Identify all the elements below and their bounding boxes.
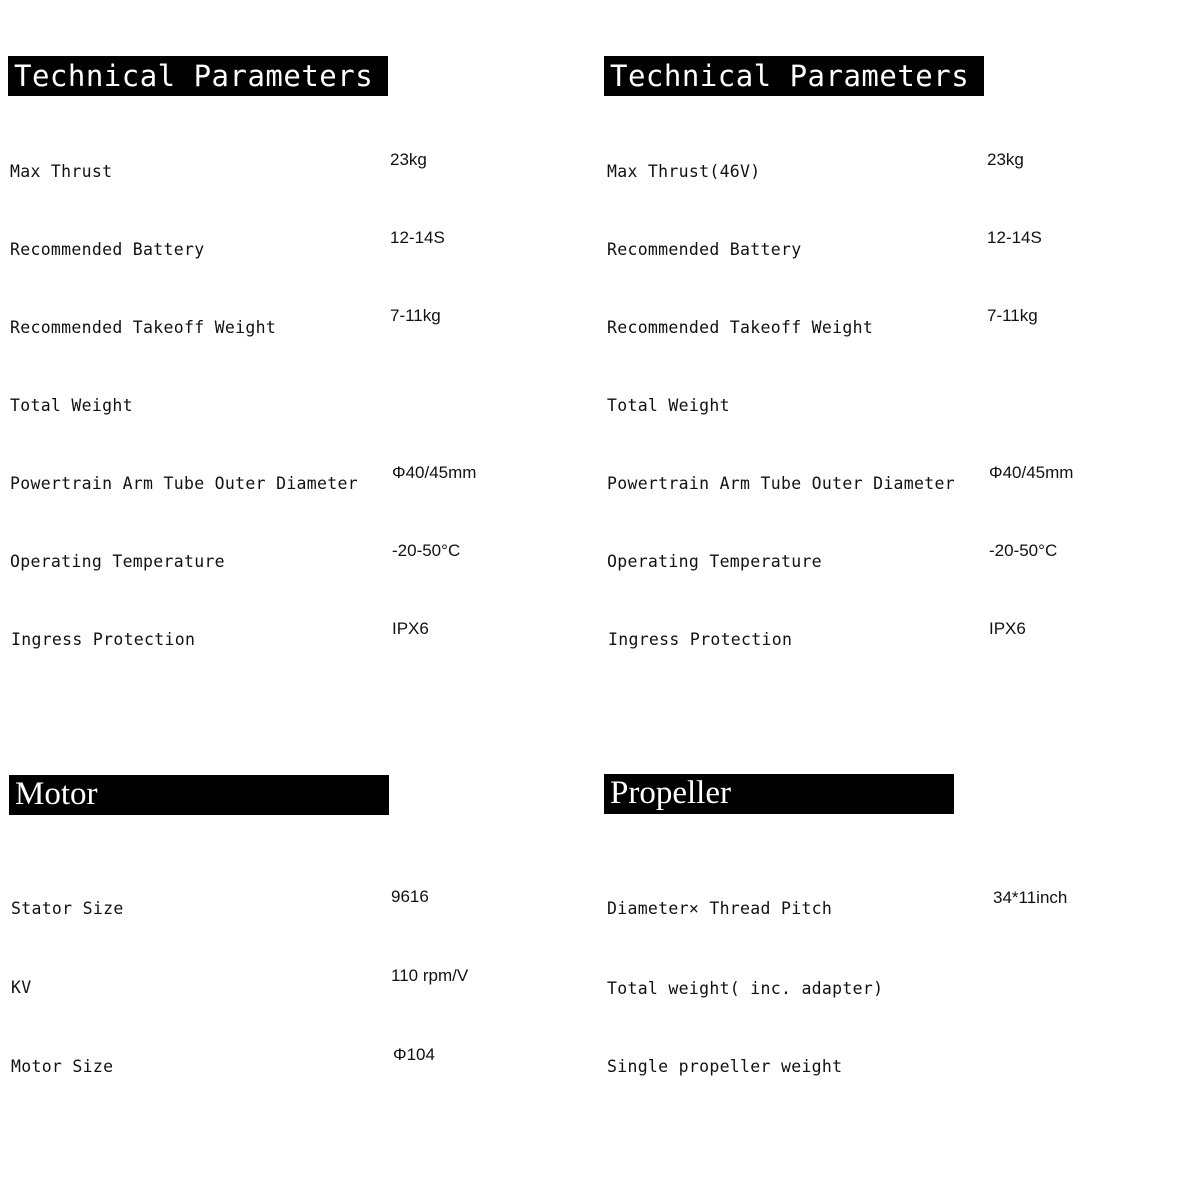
left-tech-label-arm-tube-diameter: Powertrain Arm Tube Outer Diameter	[10, 474, 358, 493]
right-tech-value-ingress-protection: IPX6	[989, 619, 1026, 638]
propeller-header: Propeller	[604, 774, 954, 814]
motor-label-motor-size: Motor Size	[11, 1057, 114, 1076]
left-tech-value-ingress-protection: IPX6	[392, 619, 429, 638]
motor-header: Motor	[9, 775, 389, 815]
right-tech-label-arm-tube-diameter: Powertrain Arm Tube Outer Diameter	[607, 474, 955, 493]
right-tech-value-takeoff-weight: 7-11kg	[987, 306, 1038, 325]
left-tech-value-arm-tube-diameter: Φ40/45mm	[392, 463, 477, 482]
propeller-label-single-weight: Single propeller weight	[607, 1057, 843, 1076]
right-tech-label-operating-temperature: Operating Temperature	[607, 552, 822, 571]
left-tech-header: Technical Parameters	[8, 56, 388, 96]
right-tech-header: Technical Parameters	[604, 56, 984, 96]
right-tech-value-arm-tube-diameter: Φ40/45mm	[989, 463, 1074, 482]
left-tech-value-operating-temperature: -20-50°C	[392, 541, 461, 560]
left-tech-value-recommended-battery: 12-14S	[390, 228, 445, 247]
left-tech-value-takeoff-weight: 7-11kg	[390, 306, 441, 325]
propeller-value-diameter-pitch: 34*11inch	[993, 888, 1068, 907]
left-tech-label-max-thrust: Max Thrust	[10, 162, 113, 181]
motor-value-stator-size: 9616	[391, 887, 429, 906]
right-tech-label-ingress-protection: Ingress Protection	[608, 630, 793, 649]
right-tech-label-max-thrust: Max Thrust(46V)	[607, 162, 761, 181]
propeller-label-diameter-pitch: Diameter× Thread Pitch	[607, 899, 833, 918]
propeller-label-total-weight: Total weight( inc. adapter)	[607, 979, 884, 998]
motor-value-kv: 110 rpm/V	[391, 966, 469, 985]
right-tech-value-max-thrust: 23kg	[987, 150, 1024, 169]
motor-label-kv: KV	[11, 978, 32, 997]
right-tech-label-recommended-battery: Recommended Battery	[607, 240, 802, 259]
motor-value-motor-size: Φ104	[393, 1045, 435, 1064]
right-tech-label-takeoff-weight: Recommended Takeoff Weight	[607, 318, 874, 337]
right-tech-value-operating-temperature: -20-50°C	[989, 541, 1058, 560]
right-tech-label-total-weight: Total Weight	[607, 396, 730, 415]
motor-label-stator-size: Stator Size	[11, 899, 124, 918]
left-tech-label-takeoff-weight: Recommended Takeoff Weight	[10, 318, 277, 337]
left-tech-label-ingress-protection: Ingress Protection	[11, 630, 196, 649]
left-tech-label-total-weight: Total Weight	[10, 396, 133, 415]
left-tech-label-recommended-battery: Recommended Battery	[10, 240, 205, 259]
left-tech-label-operating-temperature: Operating Temperature	[10, 552, 225, 571]
left-tech-value-max-thrust: 23kg	[390, 150, 427, 169]
right-tech-value-recommended-battery: 12-14S	[987, 228, 1042, 247]
